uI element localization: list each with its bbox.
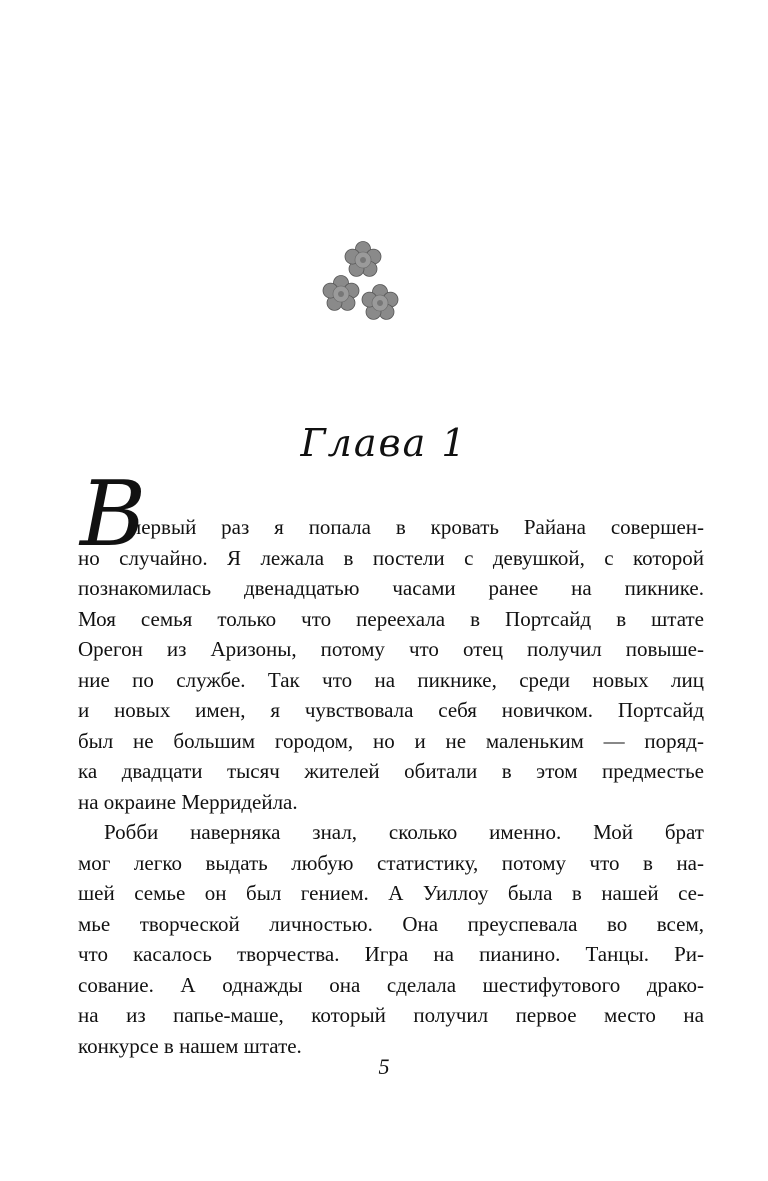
chapter-title: Глава 1 bbox=[300, 421, 468, 465]
text-line: на окраине Мерридейла. bbox=[78, 789, 298, 814]
text-line: ние по службе. Так что на пикнике, среди новых лиц bbox=[78, 667, 704, 692]
flower-left bbox=[323, 276, 359, 311]
text-line: был не большим городом, но и не маленьким — поряд- bbox=[78, 728, 704, 753]
drop-cap: В bbox=[80, 462, 147, 567]
text-line: шей семье он был гением. А Уиллоу была в нашей се- bbox=[78, 881, 704, 905]
text-line: познакомилась двенадцатью часами ранее на пикнике. bbox=[78, 576, 704, 600]
text-line: сование. А однажды она сделала шестифутового драко- bbox=[78, 972, 704, 997]
text-line: на из папье-маше, который получил первое место на bbox=[78, 1003, 704, 1027]
page-number: 5 bbox=[378, 1054, 390, 1079]
text-line: что касалось творчества. Игра на пианино. Танцы. Ри- bbox=[78, 942, 704, 966]
flower-cluster-icon bbox=[316, 234, 406, 330]
text-line: но случайно. Я лежала в постели с девушкой, с которой bbox=[78, 545, 704, 570]
text-line: ка двадцати тысяч жителей обитали в этом предместье bbox=[78, 759, 704, 783]
paragraph-2 bbox=[78, 817, 704, 1061]
text-line: Моя семья только что переехала в Портсайд в штате bbox=[78, 606, 704, 631]
text-line: первый раз я попала в кровать Райана совершен- bbox=[130, 515, 704, 539]
text-line: мог легко выдать любую статистику, потому что в на- bbox=[78, 850, 704, 875]
flower-right bbox=[362, 285, 398, 320]
flower-top bbox=[345, 242, 381, 277]
paragraph-1 bbox=[78, 512, 704, 817]
text-line: мье творческой личностью. Она преуспевала во всем, bbox=[78, 911, 704, 936]
text-line: конкурсе в нашем штате. bbox=[78, 1033, 302, 1058]
text-line: Орегон из Аризоны, потому что отец получил повыше- bbox=[78, 637, 704, 661]
text-line: и новых имен, я чувствовала себя новичком. Портсайд bbox=[78, 698, 704, 722]
text-line: Робби наверняка знал, сколько именно. Мой брат bbox=[104, 820, 704, 844]
